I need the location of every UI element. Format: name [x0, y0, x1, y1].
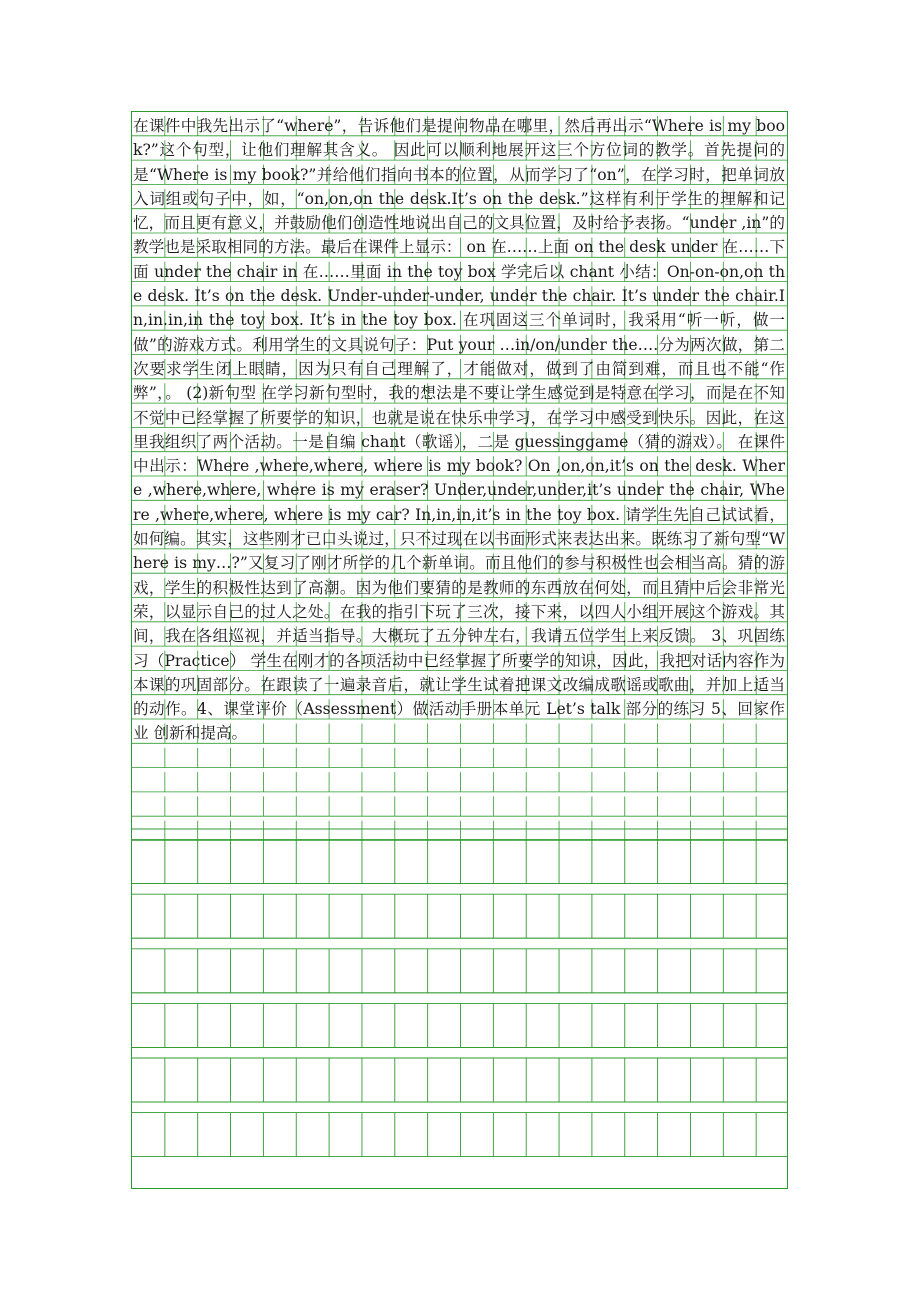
lesson-text: 在课件中我先出示了“where”，告诉他们是提问物品在哪里，然后再出示“Where is my book?”这个句型，让他们理解其含义。 因此可以顺利地展开这三个方位词的教学。首先提问的是“Where is my book?”并给他们指向书本的位置，从而学习了“on”，在学习时，把单词放入词组或句子中，如，“on,on,on the desk.It’s on the desk.”这样有利于学生的理解和记忆，而且更有意义，并鼓励他们创造性地说出自己的文具位置，及时给予表扬。“under ,in”的教学也是采取相同的方法。最后在课件上显示： on 在……上面 on the desk under 在……下面 under the chair in 在……里面 in the toy box 学完后以 chant 小结：On-on-on,on the desk. It’s on the desk. Under-under-under, under the chair. It’s under the chair.In,in.in,in the toy box. It’s in the toy box. 在巩固这三个单词时，我采用“听一听，做一做”的游戏方式。利用学生的文具说句子：Put your …in/on/under the….分为两次做，第二次要求学生闭上眼睛，因为只有自己理解了，才能做对，做到了由简到难，而且也不能“作弊”，。 (2)新句型 在学习新句型时，我的想法是不要让学生感觉到是特意在学习，而是在不知不觉中已经掌握了所要学的知识，也就是说在快乐中学习，在学习中感受到快乐。因此，在这里我组织了两个活动。一是自编 chant（歌谣），二是 guessinggame（猜的游戏）。 在课件中出示：Where ,where,where, where is my book? On ,on,on,it’s on the desk. Where ,where,where, where is my eraser? Under,under,under,it’s under the chair, Where ,where,where, where is my car? In,in,in,it’s in the toy box. 请学生先自己试试看，如何编。其实，这些刚才已口头说过，只不过现在以书面形式来表达出来。既练习了新句型“Where is my…?”又复习了刚才所学的几个新单词。而且他们的参与积极性也会相当高。猜的游戏，学生的积极性达到了高潮。因为他们要猜的是教师的东西放在何处，而且猜中后会非常光荣，以显示自己的过人之处。在我的指引下玩了三次，接下来，以四人小组开展这个游戏。其间，我在各组巡视，并适当指导。大概玩了五分钟左右，我请五位学生上来反馈。 3、巩固练习（Practice） 学生在刚才的各项活动中已经掌握了所要学的知识，因此，我把对话内容作为本课的巩固部分。在跟读了一遍录音后，就让学生试着把课文改编成歌谣或歌曲，并加上适当的动作。4、课堂评价（Assessment）做活动手册本单元 Let’s talk 部分的练习 5、回家作业 创新和提高。	[133, 117, 785, 743]
grid-paper	[131, 111, 788, 1189]
